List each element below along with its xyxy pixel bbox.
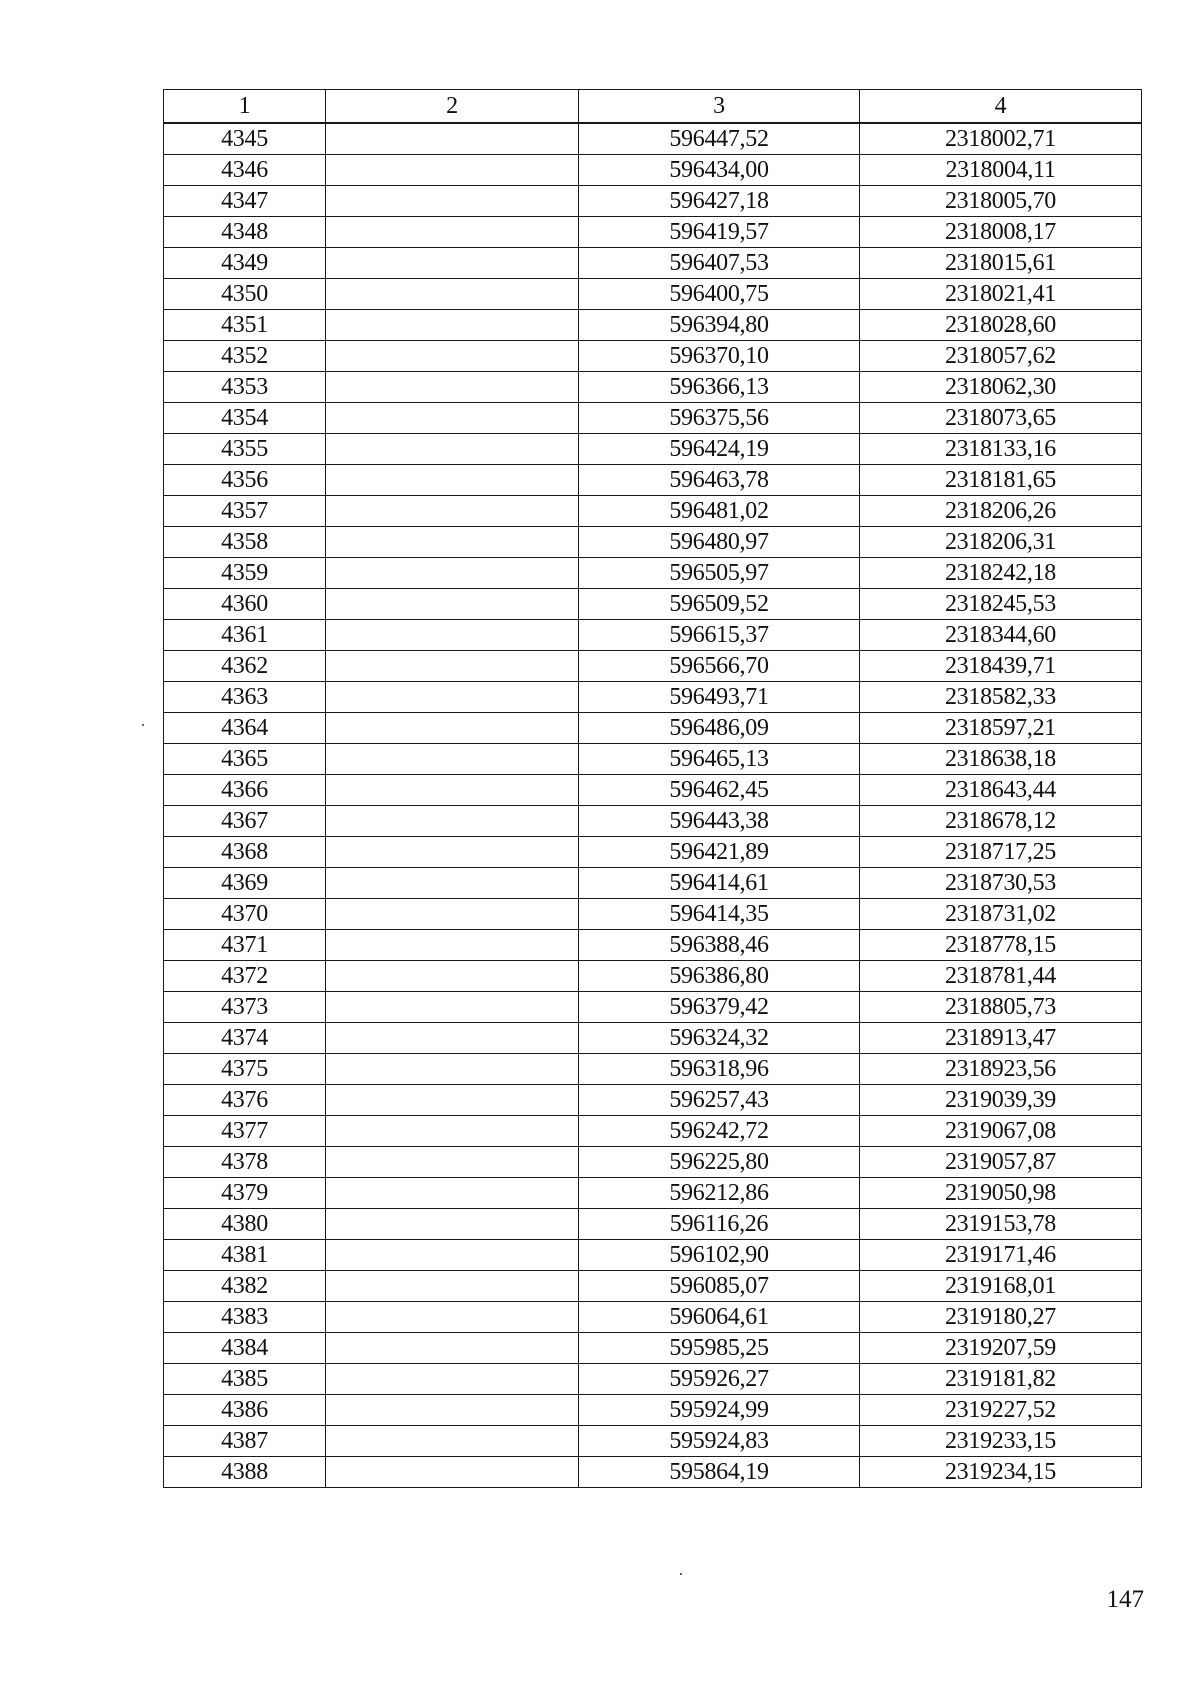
- x-coordinate-cell: 596085,07: [579, 1271, 860, 1302]
- y-coordinate-cell: 2318206,31: [860, 527, 1142, 558]
- scan-speck: [680, 1573, 682, 1575]
- empty-cell: [326, 1023, 579, 1054]
- y-coordinate-cell: 2319227,52: [860, 1395, 1142, 1426]
- empty-cell: [326, 279, 579, 310]
- point-number-cell: 4383: [164, 1302, 326, 1333]
- point-number-cell: 4366: [164, 775, 326, 806]
- y-coordinate-cell: 2318717,25: [860, 837, 1142, 868]
- point-number-cell: 4382: [164, 1271, 326, 1302]
- y-coordinate-cell: 2318133,16: [860, 434, 1142, 465]
- y-coordinate-cell: 2319067,08: [860, 1116, 1142, 1147]
- empty-cell: [326, 434, 579, 465]
- point-number-cell: 4371: [164, 930, 326, 961]
- table-header: [164, 90, 1142, 124]
- x-coordinate-cell: 595926,27: [579, 1364, 860, 1395]
- empty-cell: [326, 310, 579, 341]
- point-number-cell: 4373: [164, 992, 326, 1023]
- y-coordinate-cell: 2318008,17: [860, 217, 1142, 248]
- table-row: [164, 1302, 1142, 1333]
- y-coordinate-cell: 2318002,71: [860, 123, 1142, 155]
- x-coordinate-cell: 595985,25: [579, 1333, 860, 1364]
- point-number-cell: 4350: [164, 279, 326, 310]
- x-coordinate-cell: 596566,70: [579, 651, 860, 682]
- empty-cell: [326, 868, 579, 899]
- y-coordinate-cell: 2319039,39: [860, 1085, 1142, 1116]
- empty-cell: [326, 992, 579, 1023]
- empty-cell: [326, 186, 579, 217]
- y-coordinate-cell: 2318597,21: [860, 713, 1142, 744]
- table-row: [164, 1054, 1142, 1085]
- table-row: [164, 1147, 1142, 1178]
- column-header-2: 2: [326, 90, 579, 124]
- table-row: [164, 930, 1142, 961]
- x-coordinate-cell: 596375,56: [579, 403, 860, 434]
- table-row: [164, 713, 1142, 744]
- table-row: [164, 155, 1142, 186]
- point-number-cell: 4376: [164, 1085, 326, 1116]
- column-header-3: 3: [579, 90, 860, 124]
- empty-cell: [326, 496, 579, 527]
- empty-cell: [326, 620, 579, 651]
- x-coordinate-cell: 596505,97: [579, 558, 860, 589]
- point-number-cell: 4349: [164, 248, 326, 279]
- y-coordinate-cell: 2318582,33: [860, 682, 1142, 713]
- table-row: [164, 341, 1142, 372]
- x-coordinate-cell: 595924,99: [579, 1395, 860, 1426]
- y-coordinate-cell: 2318638,18: [860, 744, 1142, 775]
- table-row: [164, 403, 1142, 434]
- empty-cell: [326, 217, 579, 248]
- point-number-cell: 4359: [164, 558, 326, 589]
- y-coordinate-cell: 2318913,47: [860, 1023, 1142, 1054]
- y-coordinate-cell: 2318923,56: [860, 1054, 1142, 1085]
- x-coordinate-cell: 596465,13: [579, 744, 860, 775]
- empty-cell: [326, 1271, 579, 1302]
- x-coordinate-cell: 596212,86: [579, 1178, 860, 1209]
- y-coordinate-cell: 2319168,01: [860, 1271, 1142, 1302]
- y-coordinate-cell: 2318206,26: [860, 496, 1142, 527]
- y-coordinate-cell: 2318439,71: [860, 651, 1142, 682]
- point-number-cell: 4347: [164, 186, 326, 217]
- x-coordinate-cell: 596419,57: [579, 217, 860, 248]
- point-number-cell: 4374: [164, 1023, 326, 1054]
- point-number-cell: 4368: [164, 837, 326, 868]
- x-coordinate-cell: 596388,46: [579, 930, 860, 961]
- scan-speck: [142, 724, 144, 726]
- empty-cell: [326, 1333, 579, 1364]
- point-number-cell: 4375: [164, 1054, 326, 1085]
- x-coordinate-cell: 596102,90: [579, 1240, 860, 1271]
- table-row: [164, 465, 1142, 496]
- x-coordinate-cell: 596394,80: [579, 310, 860, 341]
- x-coordinate-cell: 596509,52: [579, 589, 860, 620]
- table-row: [164, 1395, 1142, 1426]
- table-row: [164, 558, 1142, 589]
- table-body: [164, 123, 1142, 1488]
- point-number-cell: 4353: [164, 372, 326, 403]
- point-number-cell: 4385: [164, 1364, 326, 1395]
- y-coordinate-cell: 2319233,15: [860, 1426, 1142, 1457]
- table-row: [164, 248, 1142, 279]
- x-coordinate-cell: 596242,72: [579, 1116, 860, 1147]
- empty-cell: [326, 651, 579, 682]
- x-coordinate-cell: 596493,71: [579, 682, 860, 713]
- x-coordinate-cell: 596225,80: [579, 1147, 860, 1178]
- y-coordinate-cell: 2318073,65: [860, 403, 1142, 434]
- table-row: [164, 217, 1142, 248]
- y-coordinate-cell: 2318805,73: [860, 992, 1142, 1023]
- point-number-cell: 4369: [164, 868, 326, 899]
- x-coordinate-cell: 596414,61: [579, 868, 860, 899]
- table-row: [164, 310, 1142, 341]
- table-row: [164, 123, 1142, 155]
- column-header-4: 4: [860, 90, 1142, 124]
- empty-cell: [326, 1240, 579, 1271]
- table-row: [164, 620, 1142, 651]
- point-number-cell: 4355: [164, 434, 326, 465]
- point-number-cell: 4362: [164, 651, 326, 682]
- point-number-cell: 4361: [164, 620, 326, 651]
- empty-cell: [326, 465, 579, 496]
- point-number-cell: 4360: [164, 589, 326, 620]
- x-coordinate-cell: 596366,13: [579, 372, 860, 403]
- point-number-cell: 4354: [164, 403, 326, 434]
- table-row: [164, 1116, 1142, 1147]
- point-number-cell: 4352: [164, 341, 326, 372]
- x-coordinate-cell: 596257,43: [579, 1085, 860, 1116]
- empty-cell: [326, 558, 579, 589]
- x-coordinate-cell: 596481,02: [579, 496, 860, 527]
- point-number-cell: 4379: [164, 1178, 326, 1209]
- empty-cell: [326, 837, 579, 868]
- x-coordinate-cell: 596447,52: [579, 123, 860, 155]
- table-row: [164, 527, 1142, 558]
- empty-cell: [326, 744, 579, 775]
- y-coordinate-cell: 2318245,53: [860, 589, 1142, 620]
- point-number-cell: 4365: [164, 744, 326, 775]
- y-coordinate-cell: 2318778,15: [860, 930, 1142, 961]
- table-row: [164, 496, 1142, 527]
- empty-cell: [326, 713, 579, 744]
- x-coordinate-cell: 596463,78: [579, 465, 860, 496]
- y-coordinate-cell: 2318643,44: [860, 775, 1142, 806]
- table-row: [164, 1178, 1142, 1209]
- y-coordinate-cell: 2319181,82: [860, 1364, 1142, 1395]
- empty-cell: [326, 930, 579, 961]
- empty-cell: [326, 1085, 579, 1116]
- empty-cell: [326, 403, 579, 434]
- empty-cell: [326, 682, 579, 713]
- y-coordinate-cell: 2318781,44: [860, 961, 1142, 992]
- y-coordinate-cell: 2318015,61: [860, 248, 1142, 279]
- x-coordinate-cell: 596324,32: [579, 1023, 860, 1054]
- y-coordinate-cell: 2318005,70: [860, 186, 1142, 217]
- y-coordinate-cell: 2319153,78: [860, 1209, 1142, 1240]
- table-row: [164, 775, 1142, 806]
- point-number-cell: 4384: [164, 1333, 326, 1364]
- x-coordinate-cell: 596434,00: [579, 155, 860, 186]
- empty-cell: [326, 1054, 579, 1085]
- empty-cell: [326, 527, 579, 558]
- point-number-cell: 4358: [164, 527, 326, 558]
- empty-cell: [326, 1457, 579, 1488]
- table-row: [164, 806, 1142, 837]
- x-coordinate-cell: 596480,97: [579, 527, 860, 558]
- empty-cell: [326, 806, 579, 837]
- point-number-cell: 4387: [164, 1426, 326, 1457]
- y-coordinate-cell: 2318062,30: [860, 372, 1142, 403]
- x-coordinate-cell: 596427,18: [579, 186, 860, 217]
- point-number-cell: 4363: [164, 682, 326, 713]
- table-row: [164, 651, 1142, 682]
- table-row: [164, 434, 1142, 465]
- table-row: [164, 744, 1142, 775]
- table-row: [164, 1209, 1142, 1240]
- x-coordinate-cell: 596370,10: [579, 341, 860, 372]
- x-coordinate-cell: 596116,26: [579, 1209, 860, 1240]
- y-coordinate-cell: 2319171,46: [860, 1240, 1142, 1271]
- table-row: [164, 1271, 1142, 1302]
- point-number-cell: 4367: [164, 806, 326, 837]
- point-number-cell: 4381: [164, 1240, 326, 1271]
- x-coordinate-cell: 596443,38: [579, 806, 860, 837]
- empty-cell: [326, 1116, 579, 1147]
- point-number-cell: 4386: [164, 1395, 326, 1426]
- empty-cell: [326, 372, 579, 403]
- point-number-cell: 4372: [164, 961, 326, 992]
- point-number-cell: 4348: [164, 217, 326, 248]
- y-coordinate-cell: 2319050,98: [860, 1178, 1142, 1209]
- point-number-cell: 4345: [164, 123, 326, 155]
- table-row: [164, 899, 1142, 930]
- empty-cell: [326, 1209, 579, 1240]
- empty-cell: [326, 1178, 579, 1209]
- table-row: [164, 868, 1142, 899]
- y-coordinate-cell: 2319057,87: [860, 1147, 1142, 1178]
- x-coordinate-cell: 596407,53: [579, 248, 860, 279]
- x-coordinate-cell: 595924,83: [579, 1426, 860, 1457]
- point-number-cell: 4357: [164, 496, 326, 527]
- point-number-cell: 4380: [164, 1209, 326, 1240]
- table-row: [164, 682, 1142, 713]
- table-row: [164, 961, 1142, 992]
- y-coordinate-cell: 2318730,53: [860, 868, 1142, 899]
- x-coordinate-cell: 596424,19: [579, 434, 860, 465]
- table-row: [164, 1364, 1142, 1395]
- column-header-1: 1: [164, 90, 326, 124]
- table-row: [164, 1240, 1142, 1271]
- y-coordinate-cell: 2318181,65: [860, 465, 1142, 496]
- y-coordinate-cell: 2318057,62: [860, 341, 1142, 372]
- empty-cell: [326, 1147, 579, 1178]
- empty-cell: [326, 123, 579, 155]
- table-row: [164, 1457, 1142, 1488]
- table-row: [164, 837, 1142, 868]
- x-coordinate-cell: 596486,09: [579, 713, 860, 744]
- table-row: [164, 992, 1142, 1023]
- x-coordinate-cell: 596064,61: [579, 1302, 860, 1333]
- empty-cell: [326, 1364, 579, 1395]
- empty-cell: [326, 899, 579, 930]
- table-row: [164, 1333, 1142, 1364]
- point-number-cell: 4378: [164, 1147, 326, 1178]
- table-row: [164, 589, 1142, 620]
- y-coordinate-cell: 2318242,18: [860, 558, 1142, 589]
- x-coordinate-cell: 596615,37: [579, 620, 860, 651]
- point-number-cell: 4356: [164, 465, 326, 496]
- table-row: [164, 1023, 1142, 1054]
- table-row: [164, 1426, 1142, 1457]
- x-coordinate-cell: 596462,45: [579, 775, 860, 806]
- point-number-cell: 4364: [164, 713, 326, 744]
- empty-cell: [326, 775, 579, 806]
- empty-cell: [326, 1302, 579, 1333]
- empty-cell: [326, 589, 579, 620]
- empty-cell: [326, 961, 579, 992]
- table-row: [164, 186, 1142, 217]
- point-number-cell: 4346: [164, 155, 326, 186]
- y-coordinate-cell: 2318731,02: [860, 899, 1142, 930]
- point-number-cell: 4377: [164, 1116, 326, 1147]
- empty-cell: [326, 155, 579, 186]
- y-coordinate-cell: 2319180,27: [860, 1302, 1142, 1333]
- coordinates-table: [163, 89, 1142, 1488]
- x-coordinate-cell: 596318,96: [579, 1054, 860, 1085]
- table-row: [164, 279, 1142, 310]
- page-number: 147: [1106, 1586, 1144, 1613]
- point-number-cell: 4370: [164, 899, 326, 930]
- y-coordinate-cell: 2318344,60: [860, 620, 1142, 651]
- x-coordinate-cell: 596421,89: [579, 837, 860, 868]
- x-coordinate-cell: 596414,35: [579, 899, 860, 930]
- point-number-cell: 4388: [164, 1457, 326, 1488]
- y-coordinate-cell: 2319234,15: [860, 1457, 1142, 1488]
- x-coordinate-cell: 596386,80: [579, 961, 860, 992]
- x-coordinate-cell: 596379,42: [579, 992, 860, 1023]
- y-coordinate-cell: 2319207,59: [860, 1333, 1142, 1364]
- empty-cell: [326, 341, 579, 372]
- y-coordinate-cell: 2318004,11: [860, 155, 1142, 186]
- table-row: [164, 1085, 1142, 1116]
- empty-cell: [326, 248, 579, 279]
- y-coordinate-cell: 2318021,41: [860, 279, 1142, 310]
- empty-cell: [326, 1395, 579, 1426]
- point-number-cell: 4351: [164, 310, 326, 341]
- x-coordinate-cell: 595864,19: [579, 1457, 860, 1488]
- table-row: [164, 372, 1142, 403]
- x-coordinate-cell: 596400,75: [579, 279, 860, 310]
- header-row: [164, 90, 1142, 124]
- y-coordinate-cell: 2318028,60: [860, 310, 1142, 341]
- y-coordinate-cell: 2318678,12: [860, 806, 1142, 837]
- empty-cell: [326, 1426, 579, 1457]
